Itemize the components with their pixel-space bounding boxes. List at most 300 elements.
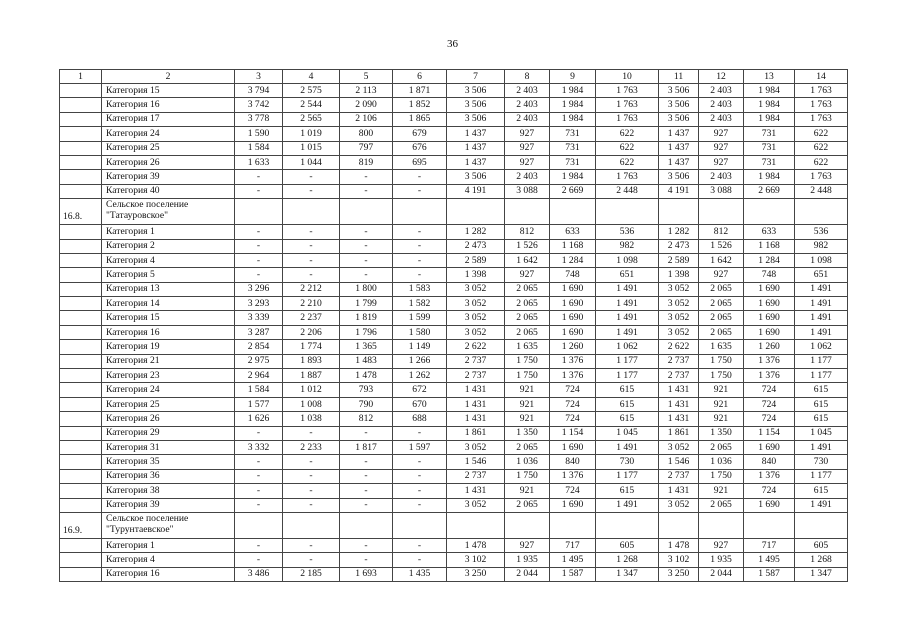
value-cell: 679 [393,127,447,141]
value-cell: 1 350 [699,426,744,440]
value-cell: 1 268 [596,553,659,567]
table-row [60,155,848,169]
value-cell: 1 763 [596,98,659,112]
value-cell: 536 [795,225,848,239]
value-cell: 3 293 [235,297,283,311]
value-cell: - [283,170,340,184]
value-cell: 2 448 [596,184,659,198]
table-row [60,84,848,98]
value-cell: 1 852 [393,98,447,112]
value-cell: 2 403 [699,170,744,184]
category-name: Категория 26 [102,155,235,169]
category-name: Категория 24 [102,127,235,141]
value-cell: 1 062 [596,340,659,354]
value-cell: 3 506 [659,98,699,112]
value-cell [505,512,550,538]
value-cell: 1 546 [447,455,505,469]
value-cell: 927 [505,268,550,282]
value-cell: 3 102 [447,553,505,567]
value-cell: 2 473 [447,239,505,253]
value-cell [699,199,744,225]
category-name: Категория 2 [102,239,235,253]
value-cell: 1 491 [596,311,659,325]
value-cell: 2 575 [283,84,340,98]
value-cell: 1 491 [596,498,659,512]
table-row [60,426,848,440]
value-cell: 1 984 [550,170,596,184]
value-cell: 605 [795,538,848,552]
value-cell: 812 [340,412,393,426]
value-cell: 724 [550,397,596,411]
value-cell: 1 577 [235,397,283,411]
value-cell: 1 478 [340,369,393,383]
value-cell: 1 774 [283,340,340,354]
category-name: Категория 25 [102,141,235,155]
row-number [60,567,102,581]
value-cell: - [235,469,283,483]
row-number [60,112,102,126]
value-cell: 2 403 [505,112,550,126]
tariff-table [59,69,848,582]
value-cell: - [340,498,393,512]
value-cell: 1 350 [505,426,550,440]
value-cell: 1 431 [659,484,699,498]
value-cell: 921 [699,412,744,426]
value-cell: 1 431 [447,383,505,397]
table-row [60,253,848,267]
value-cell: 2 669 [744,184,795,198]
value-cell [744,199,795,225]
value-cell: - [235,553,283,567]
value-cell: - [283,253,340,267]
header-cell: 6 [393,70,447,84]
value-cell: 730 [596,455,659,469]
value-cell: 1 282 [659,225,699,239]
value-cell: 1 582 [393,297,447,311]
value-cell: 2 737 [659,469,699,483]
value-cell: 1 284 [744,253,795,267]
category-name: Категория 36 [102,469,235,483]
value-cell: 2 403 [505,84,550,98]
value-cell: 3 287 [235,325,283,339]
value-cell: 1 693 [340,567,393,581]
value-cell: 1 887 [283,369,340,383]
value-cell: 2 185 [283,567,340,581]
value-cell: 2 737 [447,469,505,483]
value-cell: - [283,268,340,282]
value-cell: 1 865 [393,112,447,126]
value-cell: - [393,170,447,184]
value-cell: 1 431 [659,397,699,411]
row-number [60,553,102,567]
row-number [60,127,102,141]
value-cell: 615 [596,412,659,426]
value-cell: 1 177 [795,354,848,368]
value-cell: 812 [699,225,744,239]
value-cell: 1 984 [550,98,596,112]
row-number [60,225,102,239]
header-cell: 3 [235,70,283,84]
value-cell: 731 [744,155,795,169]
value-cell: 1 437 [659,155,699,169]
table-row [60,311,848,325]
value-cell: 2 113 [340,84,393,98]
value-cell: 1 587 [744,567,795,581]
value-cell: 1 763 [596,170,659,184]
value-cell: - [340,225,393,239]
category-name: Категория 19 [102,340,235,354]
row-number [60,155,102,169]
value-cell: 840 [550,455,596,469]
category-name: Категория 4 [102,253,235,267]
value-cell: 1 154 [744,426,795,440]
value-cell: 724 [550,412,596,426]
value-cell: 2 622 [447,340,505,354]
table-row [60,397,848,411]
category-name: Категория 26 [102,412,235,426]
value-cell: 1 871 [393,84,447,98]
header-cell: 7 [447,70,505,84]
value-cell: 1 376 [550,369,596,383]
value-cell: 1 690 [744,311,795,325]
table-row [60,127,848,141]
value-cell: 2 065 [505,282,550,296]
value-cell: - [283,538,340,552]
value-cell [659,512,699,538]
value-cell: 615 [596,484,659,498]
table-row [60,282,848,296]
value-cell: 3 506 [659,112,699,126]
table-row [60,383,848,397]
value-cell: 1 491 [795,297,848,311]
value-cell: 1 168 [744,239,795,253]
value-cell: 1 583 [393,282,447,296]
value-cell: 1 177 [795,369,848,383]
value-cell: 982 [795,239,848,253]
value-cell: 724 [744,412,795,426]
header-cell: 8 [505,70,550,84]
value-cell: 1 750 [505,354,550,368]
value-cell: 3 052 [447,297,505,311]
table-row [60,297,848,311]
value-cell: - [340,253,393,267]
value-cell: 3 088 [699,184,744,198]
value-cell: - [235,538,283,552]
row-number [60,311,102,325]
table-row [60,112,848,126]
value-cell: 1 260 [550,340,596,354]
value-cell: 3 794 [235,84,283,98]
value-cell: - [340,239,393,253]
value-cell: 800 [340,127,393,141]
value-cell [340,512,393,538]
value-cell: 1 763 [596,84,659,98]
value-cell: - [393,426,447,440]
value-cell: 1 635 [505,340,550,354]
value-cell: 1 750 [699,469,744,483]
value-cell: 1 984 [550,112,596,126]
value-cell: - [235,170,283,184]
value-cell: 1 800 [340,282,393,296]
value-cell: 622 [795,141,848,155]
value-cell: 921 [505,397,550,411]
value-cell: 2 210 [283,297,340,311]
value-cell: 3 339 [235,311,283,325]
value-cell: 1 597 [393,440,447,454]
value-cell: 1 984 [744,112,795,126]
value-cell: 797 [340,141,393,155]
value-cell: 1 763 [795,98,848,112]
value-cell: 927 [505,141,550,155]
value-cell: 670 [393,397,447,411]
value-cell: 622 [596,155,659,169]
value-cell: 1 045 [596,426,659,440]
table-row [60,98,848,112]
value-cell: 927 [699,268,744,282]
header-cell: 2 [102,70,235,84]
value-cell: 731 [550,155,596,169]
page-number: 36 [447,38,458,50]
value-cell: 1 282 [447,225,505,239]
value-cell: 1 036 [699,455,744,469]
value-cell: 1 690 [744,282,795,296]
value-cell: 1 365 [340,340,393,354]
value-cell: 927 [505,127,550,141]
value-cell: 2 669 [550,184,596,198]
value-cell: 1 690 [550,282,596,296]
value-cell: 1 431 [447,412,505,426]
value-cell: 927 [505,538,550,552]
category-name: Категория 40 [102,184,235,198]
row-number [60,325,102,339]
value-cell: 3 052 [447,440,505,454]
value-cell: 1 626 [235,412,283,426]
category-name: Категория 14 [102,297,235,311]
value-cell: 1 690 [550,297,596,311]
value-cell: 2 065 [699,282,744,296]
value-cell: 3 052 [659,297,699,311]
value-cell: - [340,268,393,282]
value-cell: 1 690 [550,440,596,454]
value-cell: 676 [393,141,447,155]
value-cell: - [393,469,447,483]
category-name: Категория 16 [102,98,235,112]
value-cell: 1 376 [744,469,795,483]
value-cell: 927 [505,155,550,169]
value-cell: 1 584 [235,141,283,155]
value-cell: - [235,455,283,469]
category-name: Категория 16 [102,567,235,581]
value-cell: 622 [795,155,848,169]
value-cell: 2 065 [699,311,744,325]
value-cell: 1 750 [505,369,550,383]
value-cell: 3 052 [659,282,699,296]
value-cell: 1 690 [550,498,596,512]
value-cell: 2 403 [505,170,550,184]
value-cell: 1 478 [447,538,505,552]
row-number: 16.8. [60,199,102,225]
header-cell: 4 [283,70,340,84]
category-name: Категория 13 [102,282,235,296]
value-cell: 1 177 [795,469,848,483]
value-cell: 2 065 [505,440,550,454]
value-cell: 3 332 [235,440,283,454]
row-number [60,498,102,512]
value-cell: 1 491 [795,440,848,454]
value-cell: 1 149 [393,340,447,354]
value-cell [447,512,505,538]
category-name: Категория 31 [102,440,235,454]
value-cell: - [340,469,393,483]
value-cell: 3 052 [447,282,505,296]
value-cell: 1 431 [659,412,699,426]
table-row [60,325,848,339]
row-number [60,268,102,282]
value-cell: - [283,239,340,253]
value-cell [699,512,744,538]
value-cell: 2 065 [699,498,744,512]
value-cell: 1 347 [795,567,848,581]
value-cell: 622 [596,141,659,155]
value-cell: - [235,184,283,198]
value-cell: 2 403 [699,98,744,112]
value-cell: 1 491 [596,325,659,339]
header-cell: 5 [340,70,393,84]
value-cell [505,199,550,225]
value-cell: 3 052 [447,311,505,325]
value-cell: 1 045 [795,426,848,440]
value-cell: 615 [795,397,848,411]
value-cell: 1 266 [393,354,447,368]
value-cell: 2 565 [283,112,340,126]
value-cell: 724 [550,383,596,397]
value-cell: 1 690 [744,297,795,311]
value-cell [596,512,659,538]
value-cell: 1 437 [447,155,505,169]
value-cell: - [283,484,340,498]
value-cell: 1 861 [447,426,505,440]
category-name: Категория 17 [102,112,235,126]
value-cell: 927 [699,127,744,141]
value-cell: - [235,268,283,282]
table-row [60,567,848,581]
value-cell: 1 690 [550,311,596,325]
value-cell [659,199,699,225]
value-cell: 633 [744,225,795,239]
category-name: Категория 21 [102,354,235,368]
value-cell: 1 935 [699,553,744,567]
value-cell: - [235,225,283,239]
value-cell: 1 431 [659,383,699,397]
row-number [60,340,102,354]
value-cell: 1 526 [699,239,744,253]
value-cell [447,199,505,225]
value-cell: 3 102 [659,553,699,567]
value-cell: 3 506 [659,170,699,184]
value-cell: 2 212 [283,282,340,296]
value-cell: 1 376 [550,469,596,483]
value-cell: 1 584 [235,383,283,397]
category-name: Категория 24 [102,383,235,397]
settlement-name: Сельское поселение "Татауровское" [102,199,235,225]
value-cell: - [283,469,340,483]
header-cell: 14 [795,70,848,84]
value-cell [744,512,795,538]
value-cell [340,199,393,225]
value-cell: 1 861 [659,426,699,440]
value-cell: 2 106 [340,112,393,126]
value-cell: - [340,426,393,440]
value-cell: 921 [505,412,550,426]
value-cell: 790 [340,397,393,411]
value-cell: - [393,484,447,498]
value-cell: 2 206 [283,325,340,339]
table-row [60,239,848,253]
value-cell: 651 [795,268,848,282]
value-cell: 1 984 [550,84,596,98]
value-cell: 2 964 [235,369,283,383]
value-cell: 3 486 [235,567,283,581]
table-row [60,440,848,454]
table-row [60,484,848,498]
value-cell: 2 237 [283,311,340,325]
row-number [60,397,102,411]
value-cell: 2 065 [505,311,550,325]
value-cell: 921 [699,383,744,397]
category-name: Категория 15 [102,84,235,98]
value-cell: 1 599 [393,311,447,325]
value-cell: 3 052 [659,311,699,325]
value-cell [795,199,848,225]
value-cell: - [283,498,340,512]
value-cell: 1 495 [550,553,596,567]
value-cell: - [393,184,447,198]
value-cell: 4 191 [659,184,699,198]
value-cell: 1 750 [699,354,744,368]
category-name: Категория 5 [102,268,235,282]
value-cell: 1 763 [795,84,848,98]
value-cell: 1 036 [505,455,550,469]
table-row [60,469,848,483]
value-cell: 840 [744,455,795,469]
header-row [60,70,848,84]
value-cell [235,512,283,538]
value-cell: 2 233 [283,440,340,454]
value-cell: 1 935 [505,553,550,567]
table-row [60,553,848,567]
value-cell: 615 [795,412,848,426]
value-cell: 2 044 [699,567,744,581]
value-cell: 3 506 [447,98,505,112]
value-cell: 622 [596,127,659,141]
value-cell: 695 [393,155,447,169]
value-cell: - [393,498,447,512]
value-cell: 1 483 [340,354,393,368]
category-name: Категория 16 [102,325,235,339]
value-cell: 1 260 [744,340,795,354]
value-cell: 536 [596,225,659,239]
value-cell: - [340,484,393,498]
value-cell: 1 690 [550,325,596,339]
value-cell: 1 984 [744,98,795,112]
value-cell: 2 622 [659,340,699,354]
value-cell: 927 [699,155,744,169]
value-cell: 1 750 [699,369,744,383]
value-cell: 2 589 [659,253,699,267]
value-cell: 1 491 [795,325,848,339]
category-name: Категория 23 [102,369,235,383]
value-cell: 812 [505,225,550,239]
